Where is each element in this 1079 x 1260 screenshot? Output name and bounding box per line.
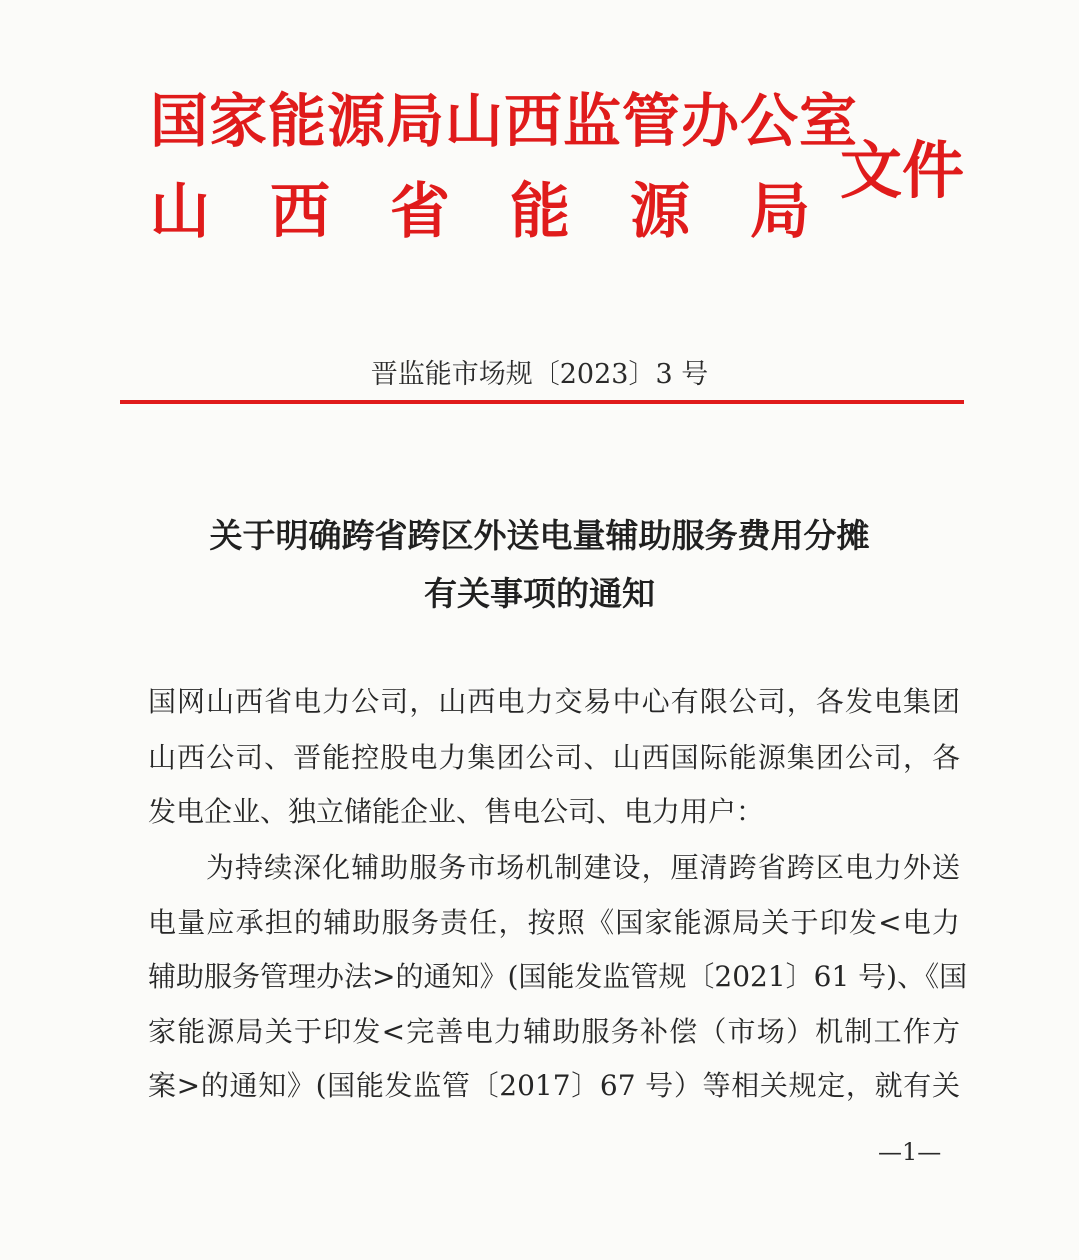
- recipients-line: 国网山西省电力公司，山西电力交易中心有限公司，各发电集团: [148, 685, 960, 718]
- recipients-line: 发电企业、独立储能企业、售电公司、电力用户：: [148, 795, 765, 828]
- recipients-line: 山西公司、晋能控股电力集团公司、山西国际能源集团公司，各: [148, 741, 960, 774]
- issuer-char: 能: [510, 177, 570, 247]
- issuer-line-2: [150, 177, 810, 247]
- page-number: —1—: [878, 1138, 942, 1166]
- issuer-char: 局: [750, 177, 810, 247]
- issuer-line-1: 国家能源局山西监管办公室: [150, 87, 859, 155]
- issuer-char: 山: [150, 177, 210, 247]
- document-title-line-2: 有关事项的通知: [424, 574, 655, 613]
- doc-type-label: 文件: [840, 134, 965, 207]
- red-divider: [120, 400, 964, 404]
- issuer-char: 西: [270, 177, 330, 247]
- issuer-char: 省: [390, 177, 450, 247]
- paragraph-line: 家能源局关于印发<完善电力辅助服务补偿（市场）机制工作方: [148, 1015, 960, 1048]
- document-title-line-1: 关于明确跨省跨区外送电量辅助服务费用分摊: [209, 516, 870, 555]
- document-number: 晋监能市场规〔2023〕3 号: [370, 359, 709, 390]
- paragraph-line: 电量应承担的辅助服务责任，按照《国家能源局关于印发<电力: [148, 906, 960, 939]
- paragraph-line: 辅助服务管理办法>的通知》(国能发监管规〔2021〕61 号)、《国: [148, 960, 968, 993]
- issuer-char: 源: [630, 177, 690, 247]
- paragraph-line: 案>的通知》(国能发监管〔2017〕67 号）等相关规定，就有关: [148, 1069, 960, 1102]
- paragraph-line: 为持续深化辅助服务市场机制建设，厘清跨省跨区电力外送: [206, 851, 960, 884]
